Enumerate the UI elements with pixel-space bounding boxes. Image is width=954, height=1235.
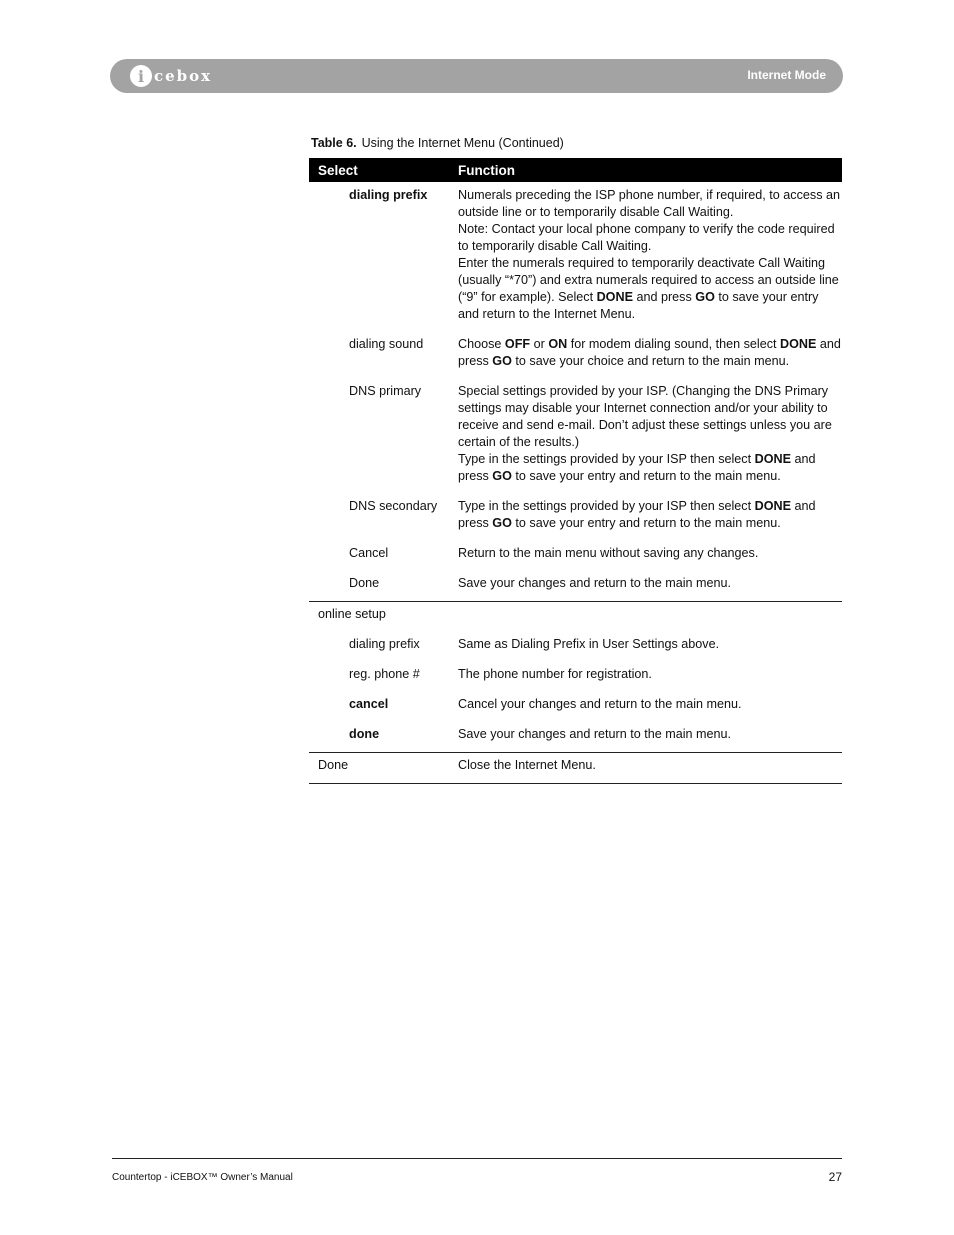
text-run: to save your entry and return to the main menu. <box>511 469 781 483</box>
function-cell: Cancel your changes and return to the main menu. <box>458 697 742 711</box>
text-run: for modem dialing sound, then select <box>567 337 781 351</box>
keyword: GO <box>695 290 715 304</box>
text-run: or <box>530 337 549 351</box>
function-cell: Return to the main menu without saving any changes. <box>458 546 759 560</box>
select-cell: reg. phone # <box>349 667 420 681</box>
function-cell <box>458 602 842 633</box>
text-run: to save your entry and return to the main menu. <box>511 516 781 530</box>
function-cell: Same as Dialing Prefix in User Settings above. <box>458 637 720 651</box>
text-run: Type in the settings provided by your ISP then select <box>458 499 755 513</box>
text-run: Type in the settings provided by your ISP then select <box>458 452 755 466</box>
caption-text: Using the Internet Menu (Continued) <box>361 136 564 150</box>
table-caption <box>311 136 564 150</box>
keyword: OFF <box>504 337 531 351</box>
table-row <box>309 571 842 602</box>
function-cell: Save your changes and return to the main menu. <box>458 727 732 741</box>
caption-label: Table 6. <box>311 136 357 150</box>
keyword: DONE <box>754 499 791 513</box>
table-row <box>309 662 842 692</box>
select-cell: done <box>349 727 380 741</box>
text-run: Enter the numerals required to temporarily deactivate Call Waiting (usually “*70”) and extra numerals required to access an outside line (“9” for example). Select <box>458 256 839 304</box>
select-cell: dialing prefix <box>349 637 420 651</box>
table-row <box>309 182 842 332</box>
keyword: ON <box>548 337 568 351</box>
header-bar <box>110 59 843 93</box>
select-cell: DNS primary <box>349 384 422 398</box>
function-cell: The phone number for registration. <box>458 667 652 681</box>
text-run: and press <box>632 290 696 304</box>
table-row <box>309 332 842 379</box>
function-text <box>458 451 842 485</box>
keyword: GO <box>492 354 512 368</box>
table-row <box>309 632 842 662</box>
text-run: and press <box>458 452 816 483</box>
function-cell <box>458 379 842 494</box>
icebox-logo <box>130 64 212 88</box>
keyword: DONE <box>780 337 817 351</box>
select-cell: DNS secondary <box>349 499 438 513</box>
keyword: GO <box>492 516 512 530</box>
footer-divider <box>112 1158 842 1159</box>
table-row <box>309 494 842 541</box>
function-cell <box>458 332 842 379</box>
table-row <box>309 692 842 722</box>
function-cell: Save your changes and return to the main menu. <box>458 576 732 590</box>
function-cell <box>458 494 842 541</box>
footer-title: Countertop - iCEBOX™ Owner’s Manual <box>112 1172 293 1183</box>
logo-circle-icon: i <box>130 65 152 87</box>
table-row <box>309 379 842 494</box>
table-row <box>309 602 842 633</box>
text-run: and press <box>458 499 816 530</box>
logo-wordmark: cebox <box>154 67 213 85</box>
text-run: Choose <box>458 337 505 351</box>
select-cell: dialing sound <box>349 337 424 351</box>
section-title: Internet Mode <box>747 68 826 82</box>
select-cell: cancel <box>349 697 389 711</box>
table-header-row <box>309 158 842 182</box>
keyword: DONE <box>596 290 633 304</box>
function-cell: Close the Internet Menu. <box>458 753 842 784</box>
table-row <box>309 753 842 784</box>
text-run: to save your entry and return to the Internet Menu. <box>458 290 819 321</box>
function-text: Special settings provided by your ISP. (Changing the DNS Primary settings may disable your Internet connection and/or your ability to receive and send e-mail. Don’t adjust these settings unless you are certain of the results.) <box>458 384 832 449</box>
column-header-select: Select <box>309 158 458 182</box>
text-run: and press <box>458 337 841 368</box>
select-cell: Done <box>309 753 458 784</box>
column-header-function: Function <box>458 158 842 182</box>
function-text: Numerals preceding the ISP phone number, if required, to access an outside line or to temporarily disable Call Waiting. <box>458 188 840 219</box>
select-cell: dialing prefix <box>349 188 428 202</box>
function-text <box>458 255 842 323</box>
select-cell: Done <box>349 576 380 590</box>
select-cell: online setup <box>309 602 458 633</box>
internet-menu-table <box>309 158 842 784</box>
table-row <box>309 722 842 753</box>
table-row <box>309 541 842 571</box>
text-run: to save your choice and return to the main menu. <box>511 354 790 368</box>
keyword: DONE <box>754 452 791 466</box>
keyword: GO <box>492 469 512 483</box>
function-note: Note: Contact your local phone company to verify the code required to temporarily disable Call Waiting. <box>458 222 835 253</box>
function-cell <box>458 182 842 332</box>
select-cell: Cancel <box>349 546 389 560</box>
page-number: 27 <box>828 1170 842 1184</box>
